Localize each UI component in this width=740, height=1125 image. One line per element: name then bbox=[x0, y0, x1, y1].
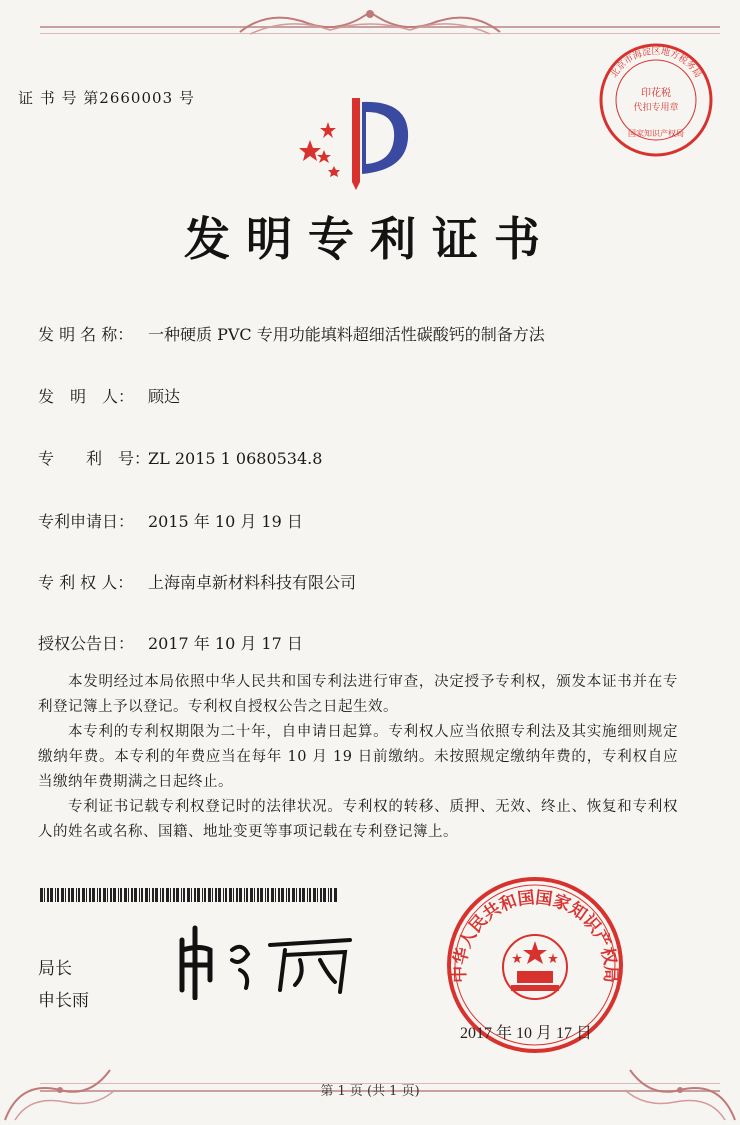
field-value: ZL 2015 1 0680534.8 bbox=[148, 449, 323, 468]
barcode-bar bbox=[110, 888, 112, 902]
stamp-line3: 国家知识产权局 bbox=[628, 129, 684, 138]
barcode-bar bbox=[173, 888, 175, 902]
barcode-bar bbox=[120, 888, 122, 902]
barcode-bar bbox=[124, 888, 127, 902]
barcode-bar bbox=[204, 888, 206, 902]
barcode-bar bbox=[187, 888, 190, 902]
barcode-bar bbox=[197, 888, 200, 902]
barcode-bar bbox=[286, 888, 287, 902]
barcode-bar bbox=[260, 888, 263, 902]
barcode-bar bbox=[152, 888, 154, 902]
barcode-bar bbox=[323, 888, 326, 902]
barcode-bar bbox=[141, 888, 143, 902]
barcode-bar bbox=[61, 888, 64, 902]
barcode-bar bbox=[218, 888, 221, 902]
barcode-bar bbox=[194, 888, 196, 902]
patent-emblem-icon bbox=[290, 90, 430, 190]
page-number: 第 1 页 (共 1 页) bbox=[320, 1084, 420, 1099]
barcode-bar bbox=[176, 888, 179, 902]
barcode-bar bbox=[92, 888, 95, 902]
seal-arc-text: 中华人民共和国国家知识产权局 bbox=[449, 887, 621, 983]
field-invention-name bbox=[38, 322, 545, 345]
barcode-bar bbox=[118, 888, 119, 902]
barcode-bar bbox=[309, 888, 311, 902]
barcode-bar bbox=[246, 888, 248, 902]
barcode-bar bbox=[278, 888, 280, 902]
barcode-bar bbox=[225, 888, 227, 902]
svg-text:北京市海淀区地方税务局 bbox=[608, 45, 704, 80]
field-grant-date bbox=[38, 631, 303, 654]
tax-stamp-icon bbox=[596, 40, 716, 160]
barcode-bar bbox=[134, 888, 137, 902]
barcode-bar bbox=[78, 888, 80, 902]
barcode-bar bbox=[149, 888, 150, 902]
barcode-bar bbox=[57, 888, 59, 902]
field-value: 一种硬质 PVC 专用功能填料超细活性碳酸钙的制备方法 bbox=[148, 325, 545, 344]
barcode-bar bbox=[68, 888, 70, 902]
barcode-bar bbox=[223, 888, 224, 902]
barcode-bar bbox=[166, 888, 169, 902]
stamp-line2: 代扣专用章 bbox=[633, 103, 679, 113]
field-value: 2015 年 10 月 19 日 bbox=[148, 512, 303, 531]
barcode-bar bbox=[313, 888, 316, 902]
barcode-bar bbox=[292, 888, 295, 902]
barcode-bar bbox=[250, 888, 253, 902]
field-label: 专 利 号： bbox=[38, 449, 151, 468]
barcode-bar bbox=[145, 888, 148, 902]
barcode-bar bbox=[82, 888, 85, 902]
stamp-line1: 印花税 bbox=[641, 88, 671, 99]
barcode-bar bbox=[86, 888, 87, 902]
top-ornament bbox=[230, 4, 510, 38]
paragraph-grant: 本发明经过本局依照中华人民共和国专利法进行审查，决定授予专利权，颁发本证书并在专利登记簿上予以登记。专利权自授权公告之日起生效。 bbox=[38, 674, 678, 715]
barcode-bar bbox=[107, 888, 108, 902]
barcode-bar bbox=[191, 888, 192, 902]
barcode-bar bbox=[89, 888, 91, 902]
field-patent-number bbox=[38, 446, 322, 469]
barcode-bar bbox=[233, 888, 234, 902]
barcode bbox=[40, 888, 340, 902]
barcode-bar bbox=[257, 888, 259, 902]
barcode-bar bbox=[281, 888, 284, 902]
field-value: 顾达 bbox=[148, 387, 181, 406]
field-value: 2017 年 10 月 17 日 bbox=[148, 634, 303, 653]
field-label: 专 利 权 人： bbox=[38, 573, 134, 592]
field-inventor bbox=[38, 384, 180, 407]
barcode-bar bbox=[317, 888, 318, 902]
barcode-bar bbox=[244, 888, 245, 902]
signatory-title: 局长 bbox=[38, 959, 72, 979]
field-patentee bbox=[38, 570, 356, 593]
barcode-bar bbox=[202, 888, 203, 902]
field-application-date bbox=[38, 509, 303, 532]
barcode-bar bbox=[271, 888, 274, 902]
stamp-arc-text: 北京市海淀区地方税务局 bbox=[609, 47, 703, 80]
barcode-bar bbox=[267, 888, 269, 902]
barcode-bar bbox=[334, 888, 337, 902]
field-label: 发 明 名 称： bbox=[38, 325, 134, 344]
barcode-bar bbox=[139, 888, 140, 902]
signature-icon bbox=[170, 920, 370, 1000]
barcode-bar bbox=[212, 888, 213, 902]
barcode-bar bbox=[320, 888, 322, 902]
barcode-bar bbox=[50, 888, 53, 902]
barcode-bar bbox=[131, 888, 133, 902]
signatory-name: 申长雨 bbox=[38, 991, 89, 1011]
barcode-bar bbox=[229, 888, 232, 902]
barcode-bar bbox=[288, 888, 290, 902]
barcode-bar bbox=[97, 888, 98, 902]
field-label: 授权公告日： bbox=[38, 634, 135, 653]
field-value: 上海南卓新材料科技有限公司 bbox=[148, 573, 357, 592]
barcode-bar bbox=[181, 888, 182, 902]
barcode-bar bbox=[160, 888, 161, 902]
barcode-bar bbox=[302, 888, 305, 902]
barcode-bar bbox=[155, 888, 158, 902]
barcode-bar bbox=[76, 888, 77, 902]
paragraph-legal-status: 专利证书记载专利权登记时的法律状况。专利权的转移、质押、无效、终止、恢复和专利权人的姓名或名称、国籍、地址变更等事项记载在专利登记簿上。 bbox=[38, 799, 678, 840]
barcode-bar bbox=[307, 888, 308, 902]
barcode-bar bbox=[296, 888, 297, 902]
barcode-bar bbox=[254, 888, 255, 902]
field-label: 发 明 人： bbox=[38, 387, 135, 406]
barcode-bar bbox=[65, 888, 66, 902]
barcode-bar bbox=[103, 888, 106, 902]
paragraph-term: 本专利的专利权期限为二十年，自申请日起算。专利权人应当依照专利法及其实施细则规定缴纳年费。本专利的年费应当在每年 10 月 19 日前缴纳。未按照规定缴纳年费的，专利权自应当缴纳年费期满之日起终止。 bbox=[38, 724, 678, 790]
barcode-bar bbox=[275, 888, 276, 902]
barcode-bar bbox=[128, 888, 129, 902]
barcode-bar bbox=[47, 888, 49, 902]
barcode-bar bbox=[40, 888, 43, 902]
barcode-bar bbox=[113, 888, 116, 902]
barcode-bar bbox=[330, 888, 332, 902]
barcode-bar bbox=[299, 888, 301, 902]
page-title: 发明专利证书 bbox=[184, 214, 556, 265]
barcode-bar bbox=[170, 888, 171, 902]
barcode-bar bbox=[208, 888, 211, 902]
barcode-bar bbox=[183, 888, 185, 902]
seal-date: 2017 年 10 月 17 日 bbox=[460, 1025, 593, 1042]
barcode-bar bbox=[162, 888, 164, 902]
certificate-number: 证 书 号 第2660003 号 bbox=[18, 89, 195, 107]
barcode-bar bbox=[55, 888, 56, 902]
barcode-bar bbox=[236, 888, 238, 902]
barcode-bar bbox=[328, 888, 329, 902]
barcode-bar bbox=[71, 888, 74, 902]
field-label: 专利申请日： bbox=[38, 512, 135, 531]
barcode-bar bbox=[239, 888, 242, 902]
barcode-bar bbox=[215, 888, 217, 902]
barcode-bar bbox=[99, 888, 101, 902]
barcode-bar bbox=[44, 888, 45, 902]
barcode-bar bbox=[265, 888, 266, 902]
